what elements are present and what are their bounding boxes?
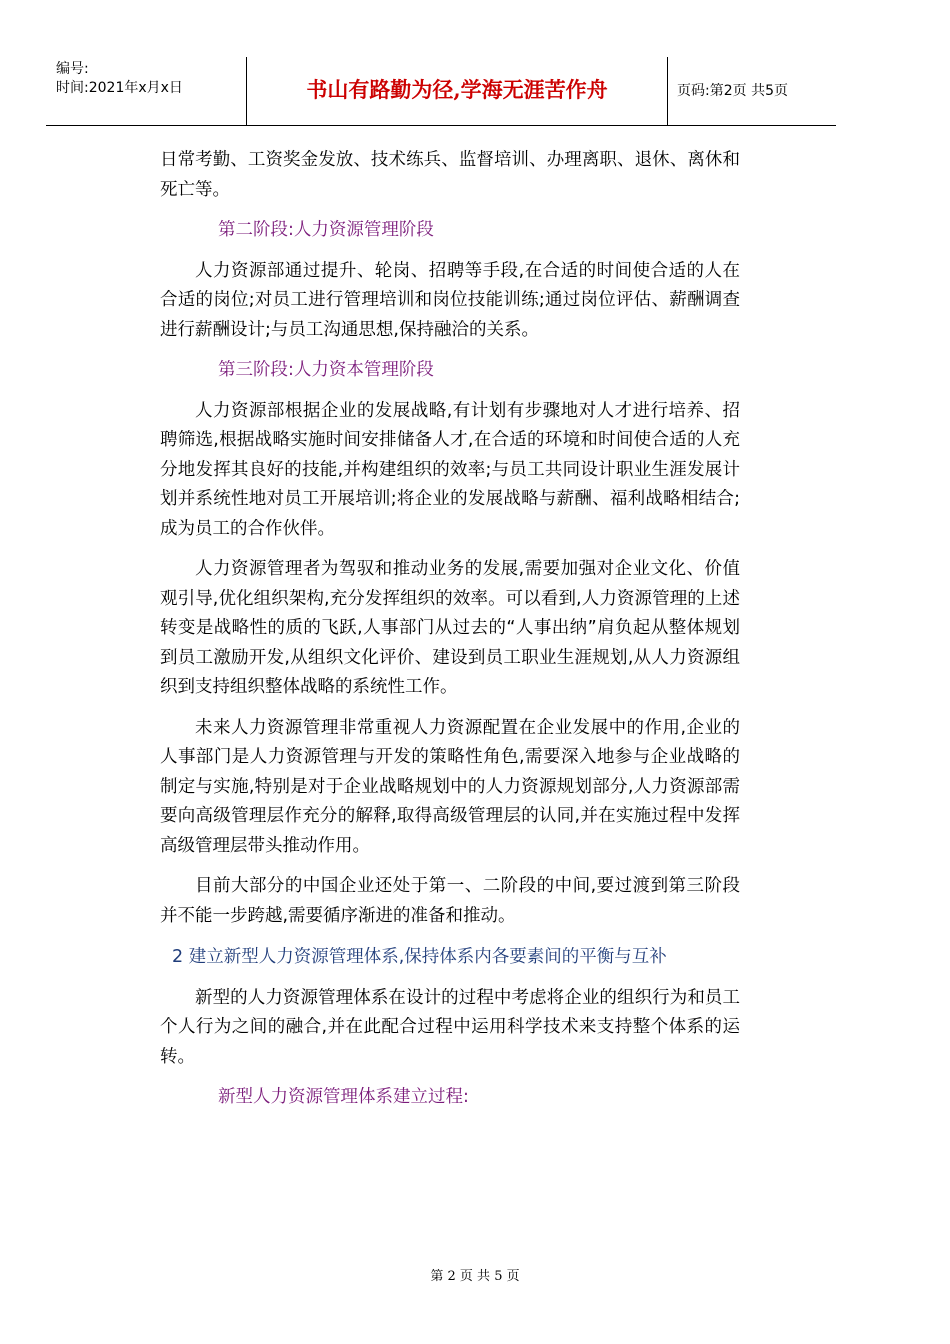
paragraph-stage-three: 人力资源部根据企业的发展战略,有计划有步骤地对人才进行培养、招聘筛选,根据战略实施时间安排储备人才,在合适的环境和时间使合适的人充分地发挥其良好的技能,并构建组织的效率;与员工共同设计职业生涯发展计划并系统性地对员工开展培训;将企业的发展战略与薪酬、福利战略相结合;成为员工的合作伙伴。 [160, 400, 740, 539]
header-page-cell [667, 57, 836, 125]
paragraph-new-system: 新型的人力资源管理体系在设计的过程中考虑将企业的组织行为和员工个人行为之间的融合,并在此配合过程中运用科学技术来支持整个体系的运转。 [160, 987, 740, 1067]
document-body [160, 146, 740, 1124]
page-footer: 第 2 页 共 5 页 [430, 1269, 520, 1284]
header-motto-cell [246, 57, 668, 125]
stage-two-heading: 第二阶段:人力资源管理阶段 [218, 220, 434, 240]
paragraph-continued: 日常考勤、工资奖金发放、技术练兵、监督培训、办理离职、退休、离休和死亡等。 [160, 150, 740, 200]
paragraph-current-status: 目前大部分的中国企业还处于第一、二阶段的中间,要过渡到第三阶段并不能一步跨越,需要循序渐进的准备和推动。 [160, 876, 740, 926]
stage-three-heading: 第三阶段:人力资本管理阶段 [218, 360, 434, 380]
header-motto: 书山有路勤为径,学海无涯苦作舟 [306, 77, 608, 102]
paragraph-strategic-shift: 人力资源管理者为驾驭和推动业务的发展,需要加强对企业文化、价值观引导,优化组织架构,充分发挥组织的效率。可以看到,人力资源管理的上述转变是战略性的质的飞跃,人事部门从过去的“人事出纳”肩负起从整体规划到员工激励开发,从组织文化评价、建设到员工职业生涯规划,从人力资源组织到支持组织整体战略的系统性工作。 [160, 559, 740, 697]
header-meta-cell [46, 57, 246, 125]
document-number-label: 编号: [56, 61, 89, 77]
section-two-heading: 2 建立新型人力资源管理体系,保持体系内各要素间的平衡与互补 [172, 947, 667, 967]
header-page-info: 页码:第2页 共5页 [677, 83, 788, 99]
document-time-label: 时间:2021年x月x日 [56, 80, 183, 96]
page-header [46, 57, 836, 126]
paragraph-stage-two: 人力资源部通过提升、轮岗、招聘等手段,在合适的时间使合适的人在合适的岗位;对员工进行管理培训和岗位技能训练;通过岗位评估、薪酬调查进行薪酬设计;与员工沟通思想,保持融洽的关系。 [160, 260, 740, 340]
paragraph-future-hr: 未来人力资源管理非常重视人力资源配置在企业发展中的作用,企业的人事部门是人力资源管理与开发的策略性角色,需要深入地参与企业战略的制定与实施,特别是对于企业战略规划中的人力资源规划部分,人力资源部需要向高级管理层作充分的解释,取得高级管理层的认同,并在实施过程中发挥高级管理层带头推动作用。 [160, 717, 740, 856]
subsection-heading: 新型人力资源管理体系建立过程: [218, 1087, 469, 1107]
